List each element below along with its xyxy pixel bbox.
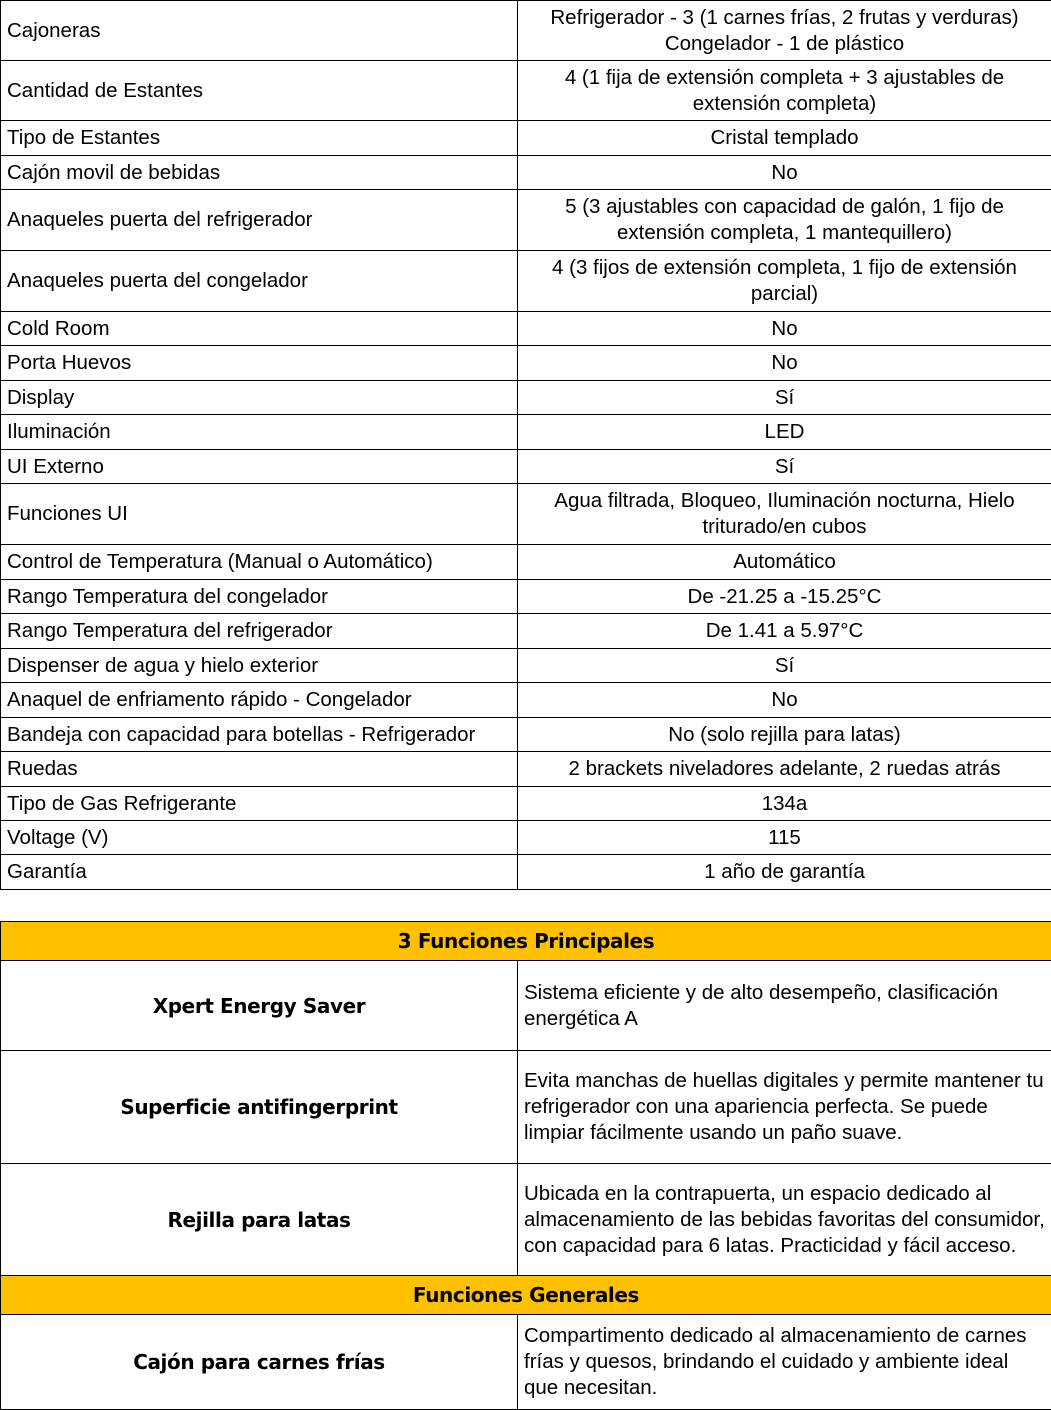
spec-label: Tipo de Gas Refrigerante <box>1 787 518 821</box>
spec-value: 115 <box>518 821 1051 855</box>
spec-value: Agua filtrada, Bloqueo, Iluminación nocturna, Hielo triturado/en cubos <box>518 484 1051 545</box>
feature-row <box>1 1164 1051 1276</box>
spec-row <box>1 614 1051 649</box>
spec-value: 4 (1 fija de extensión completa + 3 ajustables de extensión completa) <box>518 61 1051 121</box>
spec-label: Anaqueles puerta del congelador <box>1 251 518 312</box>
spec-value: 5 (3 ajustables con capacidad de galón, 1 fijo de extensión completa, 1 mantequillero) <box>518 190 1051 251</box>
spec-row <box>1 450 1051 484</box>
spec-label: Anaqueles puerta del refrigerador <box>1 190 518 251</box>
spec-row <box>1 855 1051 890</box>
spec-value: Automático <box>518 545 1051 580</box>
spec-label: Ruedas <box>1 752 518 787</box>
spec-row <box>1 1 1051 61</box>
spec-value: 4 (3 fijos de extensión completa, 1 fijo de extensión parcial) <box>518 251 1051 312</box>
spec-row <box>1 683 1051 718</box>
feature-row <box>1 1051 1051 1164</box>
spec-label: Cajón movil de bebidas <box>1 156 518 190</box>
spec-row <box>1 156 1051 190</box>
spec-value: Refrigerador - 3 (1 carnes frías, 2 frutas y verduras) Congelador - 1 de plástico <box>518 1 1051 61</box>
spec-label: Cold Room <box>1 312 518 346</box>
spec-value: 2 brackets niveladores adelante, 2 ruedas atrás <box>518 752 1051 787</box>
section-title: Funciones Generales <box>1 1276 1051 1315</box>
spec-label: UI Externo <box>1 450 518 484</box>
spec-label: Tipo de Estantes <box>1 121 518 156</box>
spec-value: No <box>518 156 1051 190</box>
spec-row <box>1 381 1051 415</box>
spec-row <box>1 484 1051 545</box>
section-header-row <box>1 922 1051 961</box>
spec-row <box>1 312 1051 346</box>
spec-value: 1 año de garantía <box>518 855 1051 890</box>
spec-value: Sí <box>518 649 1051 683</box>
spec-value: Cristal templado <box>518 121 1051 156</box>
spec-row <box>1 718 1051 752</box>
spec-label: Control de Temperatura (Manual o Automático) <box>1 545 518 580</box>
feature-name: Rejilla para latas <box>1 1164 518 1276</box>
spec-label: Dispenser de agua y hielo exterior <box>1 649 518 683</box>
spec-value: No <box>518 312 1051 346</box>
feature-description: Ubicada en la contrapuerta, un espacio dedicado al almacenamiento de las bebidas favoritas del consumidor, con capacidad para 6 latas. Practicidad y fácil acceso. <box>518 1164 1051 1276</box>
feature-description: Compartimento dedicado al almacenamiento de carnes frías y quesos, brindando el cuidado y ambiente ideal que necesitan. <box>518 1315 1051 1410</box>
spec-value: Sí <box>518 381 1051 415</box>
feature-row <box>1 961 1051 1051</box>
spec-label: Bandeja con capacidad para botellas - Refrigerador <box>1 718 518 752</box>
spec-row <box>1 251 1051 312</box>
section-header-row <box>1 1276 1051 1315</box>
spec-label: Porta Huevos <box>1 346 518 381</box>
spec-label: Rango Temperatura del congelador <box>1 580 518 614</box>
spec-label: Funciones UI <box>1 484 518 545</box>
spec-row <box>1 545 1051 580</box>
spec-label: Voltage (V) <box>1 821 518 855</box>
spec-value: De 1.41 a 5.97°C <box>518 614 1051 649</box>
spec-row <box>1 752 1051 787</box>
spec-value: Sí <box>518 450 1051 484</box>
spec-label: Garantía <box>1 855 518 890</box>
spec-row <box>1 580 1051 614</box>
spec-value: No <box>518 346 1051 381</box>
spec-row <box>1 190 1051 251</box>
spec-value: No (solo rejilla para latas) <box>518 718 1051 752</box>
feature-name: Cajón para carnes frías <box>1 1315 518 1410</box>
spec-row <box>1 821 1051 855</box>
spec-row <box>1 787 1051 821</box>
section-title: 3 Funciones Principales <box>1 922 1051 961</box>
spec-value: No <box>518 683 1051 718</box>
spec-label: Anaquel de enfriamento rápido - Congelador <box>1 683 518 718</box>
spec-row <box>1 649 1051 683</box>
specifications-body <box>1 1 1051 890</box>
spec-value: LED <box>518 415 1051 450</box>
feature-name: Xpert Energy Saver <box>1 961 518 1051</box>
spec-row <box>1 121 1051 156</box>
spec-label: Rango Temperatura del refrigerador <box>1 614 518 649</box>
spec-label: Cajoneras <box>1 1 518 61</box>
feature-row <box>1 1315 1051 1410</box>
spec-value: 134a <box>518 787 1051 821</box>
features-table <box>0 921 1051 1410</box>
spec-label: Iluminación <box>1 415 518 450</box>
feature-name: Superficie antifingerprint <box>1 1051 518 1164</box>
features-body <box>1 922 1051 1410</box>
feature-description: Evita manchas de huellas digitales y permite mantener tu refrigerador con una apariencia perfecta. Se puede limpiar fácilmente usando un paño suave. <box>518 1051 1051 1164</box>
spec-value: De -21.25 a -15.25°C <box>518 580 1051 614</box>
spec-label: Display <box>1 381 518 415</box>
feature-description: Sistema eficiente y de alto desempeño, clasificación energética A <box>518 961 1051 1051</box>
spec-row <box>1 415 1051 450</box>
spec-row <box>1 346 1051 381</box>
spec-row <box>1 61 1051 121</box>
spec-label: Cantidad de Estantes <box>1 61 518 121</box>
